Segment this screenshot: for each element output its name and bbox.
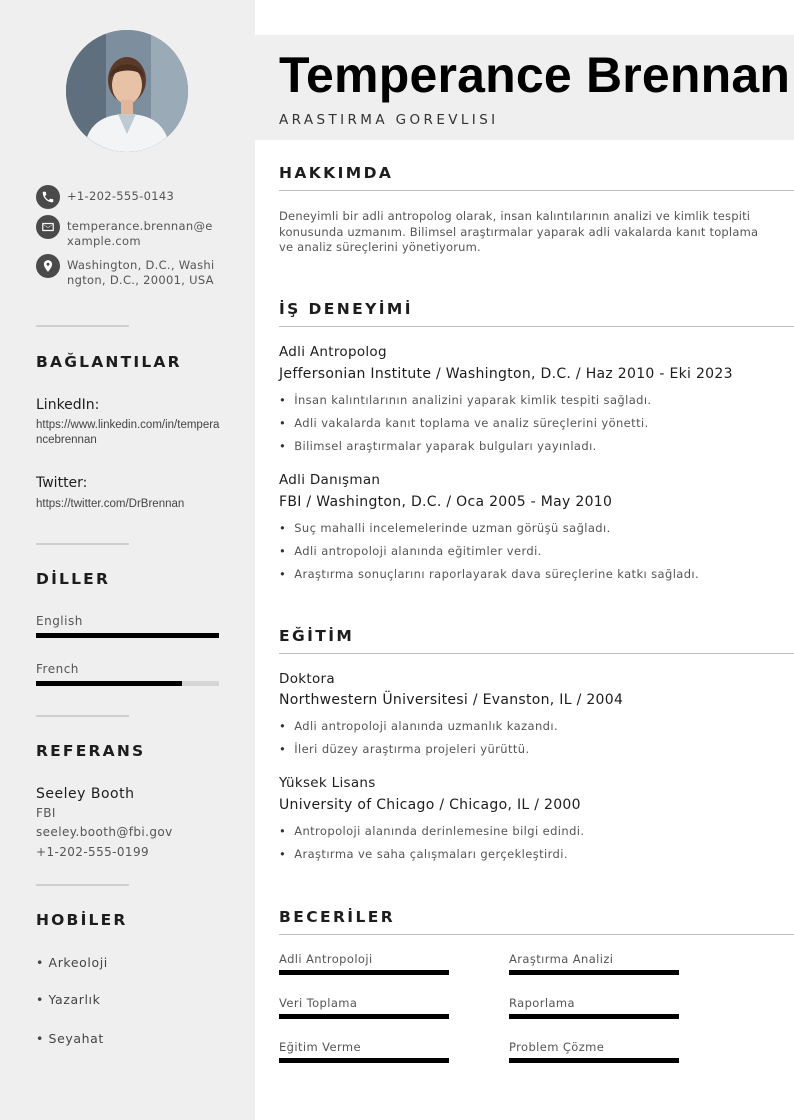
- reference-name: Seeley Booth: [36, 786, 135, 802]
- section-rule: [279, 190, 794, 191]
- skill-name: Eğitim Verme: [279, 1040, 361, 1054]
- language-level-bar: [36, 681, 219, 686]
- job-bullet: • Suç mahalli incelemelerinde uzman görüşü sağladı.: [279, 521, 611, 535]
- education-bullet: • İleri düzey araştırma projeleri yürüttü.: [279, 742, 530, 756]
- job-organization: Jeffersonian Institute / Washington, D.C. / Haz 2010 - Eki 2023: [279, 366, 733, 382]
- skill-name: Raporlama: [509, 996, 575, 1010]
- skill-name: Araştırma Analizi: [509, 952, 614, 966]
- skill-level-fill: [279, 970, 449, 975]
- phone-icon: [36, 185, 60, 209]
- skill-name: Problem Çözme: [509, 1040, 605, 1054]
- sidebar-divider: [36, 325, 129, 327]
- sidebar: [0, 0, 255, 1120]
- profile-photo-image: [66, 30, 188, 152]
- address-text: Washington, D.C., Washington, D.C., 20001, USA: [67, 258, 215, 287]
- job-bullet: • Araştırma sonuçlarını raporlayarak dava süreçlerine katkı sağladı.: [279, 567, 699, 581]
- job-bullet: • Adli antropoloji alanında eğitimler verdi.: [279, 544, 542, 558]
- job-organization: FBI / Washington, D.C. / Oca 2005 - May 2010: [279, 494, 613, 510]
- reference-phone: +1-202-555-0199: [36, 845, 150, 859]
- sidebar-divider: [36, 884, 129, 886]
- language-name: French: [36, 662, 79, 676]
- languages-heading: DİLLER: [36, 570, 111, 588]
- skill-level-bar: [509, 1058, 679, 1063]
- sidebar-divider: [36, 715, 129, 717]
- education-bullet: • Antropoloji alanında derinlemesine bilgi edindi.: [279, 824, 584, 838]
- skill-name: Veri Toplama: [279, 996, 358, 1010]
- section-rule: [279, 653, 794, 654]
- contact-email: [36, 215, 217, 249]
- hobby-label: Arkeoloji: [48, 955, 108, 970]
- reference-org: FBI: [36, 806, 56, 820]
- skill-level-fill: [509, 970, 679, 975]
- profile-photo: [66, 30, 188, 152]
- language-level-fill: [36, 633, 219, 638]
- main-content: [255, 0, 794, 1120]
- skills-heading: BECERİLER: [279, 908, 396, 926]
- section-rule: [279, 934, 794, 935]
- education-bullet: • Adli antropoloji alanında uzmanlık kazandı.: [279, 719, 558, 733]
- skill-name: Adli Antropoloji: [279, 952, 373, 966]
- section-rule: [279, 326, 794, 327]
- language-name: English: [36, 614, 83, 628]
- education-school: University of Chicago / Chicago, IL / 2000: [279, 797, 581, 813]
- education-degree: Doktora: [279, 671, 335, 687]
- person-name: Temperance Brennan: [279, 47, 791, 103]
- person-title: ARASTIRMA GOREVLISI: [279, 112, 499, 128]
- skill-level-bar: [509, 1014, 679, 1019]
- job-bullet: • İnsan kalıntılarının analizini yaparak kimlik tespiti sağladı.: [279, 393, 652, 407]
- job-bullet: • Adli vakalarda kanıt toplama ve analiz süreçlerini yönetti.: [279, 416, 649, 430]
- skill-level-bar: [279, 1014, 449, 1019]
- email-icon: [36, 215, 60, 239]
- email-text[interactable]: temperance.brennan@example.com: [67, 219, 213, 248]
- phone-text: +1-202-555-0143: [67, 189, 175, 203]
- education-degree: Yüksek Lisans: [279, 775, 376, 791]
- language-level-fill: [36, 681, 182, 686]
- hobby-item: • Arkeoloji: [36, 955, 108, 970]
- skill-level-bar: [509, 970, 679, 975]
- linkedin-url[interactable]: https://www.linkedin.com/in/temperancebrennan: [36, 419, 220, 446]
- job-role: Adli Danışman: [279, 472, 381, 488]
- job-bullet: • Bilimsel araştırmalar yaparak bulguları yayınladı.: [279, 439, 597, 453]
- experience-heading: İŞ DENEYİMİ: [279, 300, 413, 318]
- sidebar-divider: [36, 543, 129, 545]
- reference-email[interactable]: seeley.booth@fbi.gov: [36, 825, 173, 839]
- about-text: Deneyimli bir adli antropolog olarak, insan kalıntılarının analizi ve kimlik tespiti konusunda uzmanım. Bilimsel araştırmalar yaparak adli vakalarda kanıt toplama ve analiz süreçlerini yönetiyorum.: [279, 209, 759, 254]
- education-school: Northwestern Üniversitesi / Evanston, IL / 2004: [279, 692, 624, 708]
- about-heading: HAKKIMDA: [279, 164, 394, 182]
- education-bullet: • Araştırma ve saha çalışmaları gerçekleştirdi.: [279, 847, 568, 861]
- contact-phone: [36, 185, 217, 209]
- hobby-label: Seyahat: [48, 1031, 104, 1046]
- job-role: Adli Antropolog: [279, 344, 387, 360]
- hobby-item: • Yazarlık: [36, 992, 101, 1007]
- hobbies-heading: HOBİLER: [36, 911, 128, 929]
- skill-level-fill: [279, 1058, 449, 1063]
- linkedin-label: LinkedIn:: [36, 397, 100, 413]
- twitter-label: Twitter:: [36, 475, 88, 491]
- hobby-item: • Seyahat: [36, 1031, 104, 1046]
- skill-level-fill: [279, 1014, 449, 1019]
- skill-level-fill: [509, 1014, 679, 1019]
- reference-heading: REFERANS: [36, 742, 146, 760]
- education-heading: EĞİTİM: [279, 627, 355, 645]
- location-pin-icon: [36, 254, 60, 278]
- hobby-label: Yazarlık: [48, 992, 101, 1007]
- language-level-bar: [36, 633, 219, 638]
- twitter-url[interactable]: https://twitter.com/DrBrennan: [36, 498, 185, 510]
- contact-address: [36, 254, 217, 288]
- skill-level-fill: [509, 1058, 679, 1063]
- links-heading: BAĞLANTILAR: [36, 353, 182, 371]
- skill-level-bar: [279, 1058, 449, 1063]
- skill-level-bar: [279, 970, 449, 975]
